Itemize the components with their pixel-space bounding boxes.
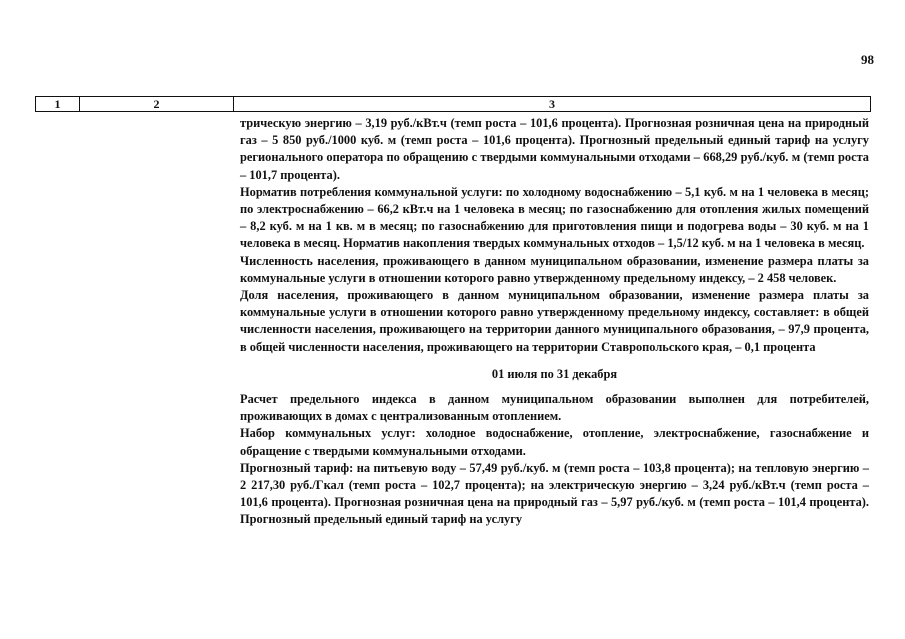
paragraph-population-count: Численность населения, проживающего в данном муниципальном образовании, изменение размера платы за коммунальные услуги в отношении которого равно утвержденному предельному индексу, – 2 458 человек. [240, 253, 869, 285]
table-header-row [35, 96, 871, 112]
paragraph-tariffs-continued: трическую энергию – 3,19 руб./кВт.ч (темп роста – 101,6 процента). Прогнозная розничная цена на природный газ – 5 850 руб./1000 куб. м (темп роста – 101,6 процента). Прогнозный предельный единый тариф на услугу регионального оператора по обращению с твердыми коммунальными отходами – 668,29 руб./куб. м (темп роста – 101,7 процента). [240, 116, 869, 182]
table-cell-content [240, 115, 869, 529]
paragraph-forecast-tariff: Прогнозный тариф: на питьевую воду – 57,49 руб./куб. м (темп роста – 103,8 процента); на тепловую энергию – 2 217,30 руб./Гкал (темп роста – 102,7 процента); на электрическую энергию – 3,24 руб./кВт.ч (темп роста – 101,6 процента). Прогнозная розничная цена на природный газ – 5,97 руб./куб. м (темп роста – 101,4 процента). Прогнозный предельный единый тариф на услугу [240, 460, 869, 527]
column-header-1: 1 [36, 97, 80, 111]
paragraph-service-set: Набор коммунальных услуг: холодное водоснабжение, отопление, электроснабжение, газоснабжение и обращение с твердыми коммунальными отходами. [240, 426, 869, 458]
period-heading: 01 июля по 31 декабря [491, 366, 618, 381]
page-number: 98 [861, 52, 874, 67]
paragraph-index-calculation: Расчет предельного индекса в данном муниципальном образовании выполнен для потребителей, проживающих в домах с централизованным отоплением. [240, 392, 869, 424]
column-header-2: 2 [80, 97, 234, 111]
paragraph-consumption-norms: Норматив потребления коммунальной услуги: по холодному водоснабжению – 5,1 куб. м на 1 человека в месяц; по электроснабжению – 66,2 кВт.ч на 1 человека в месяц; по газоснабжению для отопления жилых помещений – 8,2 куб. м на 1 кв. м в месяц; по газоснабжению для приготовления пищи и подогрева воды – 30 куб. м на 1 человека в месяц. Норматив накопления твердых коммунальных отходов – 1,5/12 куб. м на 1 человека в месяц. [240, 184, 869, 251]
paragraph-population-share: Доля населения, проживающего в данном муниципальном образовании, изменение размера платы за коммунальные услуги в отношении которого равно утвержденному предельному индексу, составляет: в общей численности населения, проживающего на территории данного муниципального образования, – 97,9 процента, в общей численности населения, проживающего на территории Ставропольского края, – 0,1 процента [240, 288, 869, 354]
column-header-3: 3 [549, 97, 555, 111]
